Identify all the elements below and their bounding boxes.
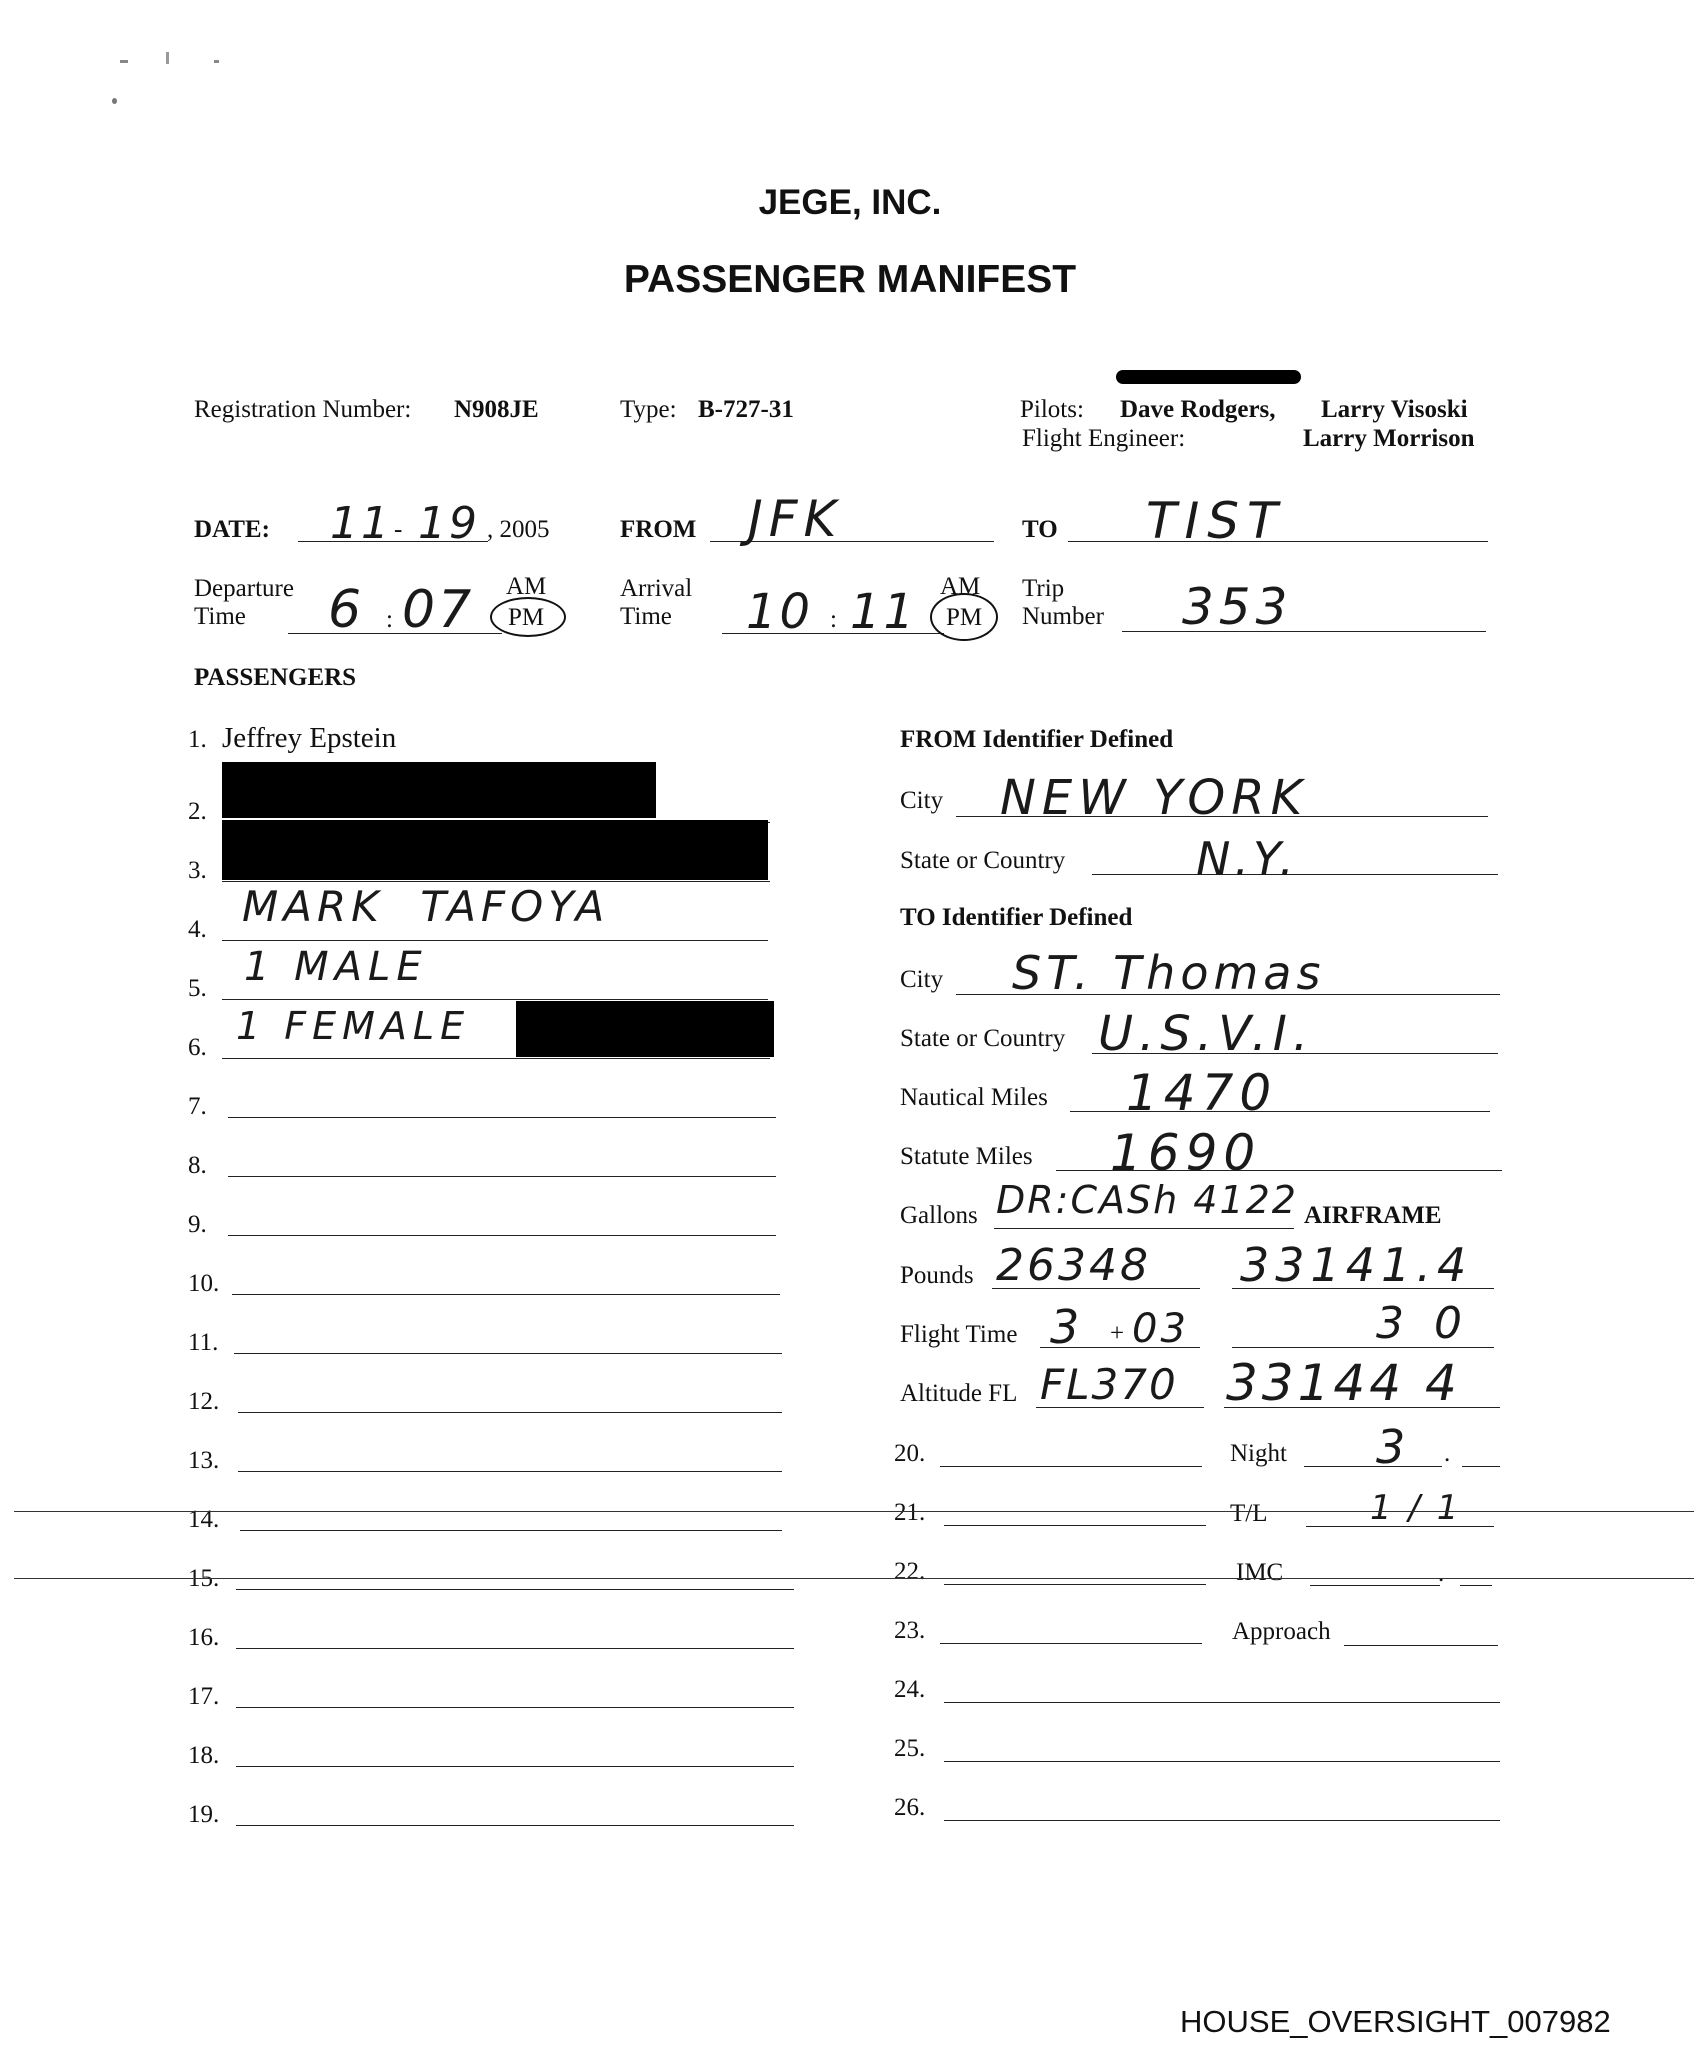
passenger-line xyxy=(222,940,768,941)
gallons-label: Gallons xyxy=(900,1202,978,1229)
arrival-am: AM xyxy=(940,573,981,600)
departure-minute: 07 xyxy=(402,580,475,640)
passenger-number: 3. xyxy=(188,857,207,884)
passenger-number: 15. xyxy=(188,1565,220,1592)
from-identifier-heading: FROM Identifier Defined xyxy=(900,726,1174,753)
departure-hour: 6 xyxy=(328,580,365,640)
arrival-pm: PM xyxy=(946,604,983,631)
to-value: TIST xyxy=(1146,492,1286,550)
flight-time-hours: 3 xyxy=(1050,1300,1083,1354)
airframe-value-1: 33141.4 xyxy=(1240,1238,1473,1292)
date-label: DATE: xyxy=(194,516,270,543)
passenger-5-name: 1 MALE xyxy=(244,944,428,990)
gallons-value: DR:CASh 4122 xyxy=(996,1178,1298,1222)
type-label: Type: xyxy=(620,396,677,423)
passenger-line xyxy=(236,1589,794,1590)
passenger-line xyxy=(940,1466,1202,1467)
date-month: 11 xyxy=(330,498,392,549)
arrival-hour: 10 xyxy=(746,584,814,640)
redaction-box xyxy=(516,1001,774,1057)
to-identifier-heading: TO Identifier Defined xyxy=(900,904,1133,931)
passenger-line xyxy=(944,1820,1500,1821)
registration-label: Registration Number: xyxy=(194,396,412,423)
passenger-number: 22. xyxy=(894,1558,926,1585)
departure-colon: : xyxy=(386,606,393,633)
from-label: FROM xyxy=(620,516,697,543)
passenger-6-name: 1 FEMALE xyxy=(236,1004,471,1048)
flight-time-label: Flight Time xyxy=(900,1321,1018,1348)
altitude-value: FL370 xyxy=(1040,1360,1178,1409)
passenger-line xyxy=(232,1294,780,1295)
trip-label-1: Trip xyxy=(1022,575,1065,602)
tl-value: 1 / 1 xyxy=(1370,1488,1462,1528)
gallons-line xyxy=(994,1228,1294,1229)
from-city-value: NEW YORK xyxy=(1000,770,1309,826)
approach-label: Approach xyxy=(1232,1618,1331,1645)
passenger-number: 16. xyxy=(188,1624,220,1651)
passenger-number: 12. xyxy=(188,1388,220,1415)
to-state-value: U.S.V.I. xyxy=(1098,1006,1315,1062)
redaction-box xyxy=(222,762,656,818)
date-day: 19 xyxy=(418,498,480,549)
passenger-number: 11. xyxy=(188,1329,219,1356)
passenger-number: 17. xyxy=(188,1683,220,1710)
scan-speck xyxy=(112,98,117,104)
approach-line xyxy=(1344,1645,1498,1646)
arrival-colon: : xyxy=(830,606,837,633)
passenger-line xyxy=(944,1584,1206,1585)
airframe-value-2: 3 0 xyxy=(1376,1298,1470,1349)
passenger-number: 5. xyxy=(188,975,207,1002)
trip-value: 353 xyxy=(1182,578,1293,636)
statute-miles-label: Statute Miles xyxy=(900,1143,1033,1170)
passenger-number: 24. xyxy=(894,1676,926,1703)
to-state-label: State or Country xyxy=(900,1025,1066,1052)
passenger-number: 7. xyxy=(188,1093,207,1120)
to-label: TO xyxy=(1022,516,1058,543)
night-dot: . xyxy=(1444,1440,1451,1467)
imc-line-2 xyxy=(1460,1585,1492,1586)
from-value: JFK xyxy=(748,490,843,548)
scan-speck xyxy=(166,52,169,64)
passenger-line xyxy=(236,1766,794,1767)
passenger-number: 20. xyxy=(894,1440,926,1467)
passenger-line xyxy=(222,999,768,1000)
strike-line-15 xyxy=(14,1578,1694,1579)
passenger-4-name: MARK TAFOYA xyxy=(242,882,610,931)
company-name: JEGE, INC. xyxy=(758,183,942,222)
trip-label-2: Number xyxy=(1022,603,1104,630)
passenger-line xyxy=(240,1530,782,1531)
passenger-number: 8. xyxy=(188,1152,207,1179)
nautical-miles-value: 1470 xyxy=(1126,1064,1278,1122)
date-separator: - xyxy=(394,516,403,543)
airframe-value-3: 33144 4 xyxy=(1226,1354,1461,1412)
passenger-number: 18. xyxy=(188,1742,220,1769)
pilots-label: Pilots: xyxy=(1020,396,1084,423)
from-state-label: State or Country xyxy=(900,847,1066,874)
passenger-line xyxy=(940,1643,1202,1644)
departure-label-1: Departure xyxy=(194,575,294,602)
passenger-number: 10. xyxy=(188,1270,220,1297)
passenger-number: 21. xyxy=(894,1499,926,1526)
departure-pm-circle xyxy=(490,597,566,637)
passenger-number: 23. xyxy=(894,1617,926,1644)
registration-value: N908JE xyxy=(454,396,539,423)
redaction-mark xyxy=(1116,370,1301,384)
passenger-number: 4. xyxy=(188,916,207,943)
altitude-label: Altitude FL xyxy=(900,1380,1018,1407)
strike-line-14 xyxy=(14,1511,1694,1512)
departure-label-2: Time xyxy=(194,603,246,630)
redaction-box xyxy=(222,820,768,880)
passenger-line xyxy=(228,1117,776,1118)
passenger-line xyxy=(238,1471,782,1472)
night-label: Night xyxy=(1230,1440,1287,1467)
engineer-label: Flight Engineer: xyxy=(1022,425,1186,452)
passenger-line xyxy=(236,1825,794,1826)
imc-dot: . xyxy=(1438,1560,1445,1587)
airframe-label: AIRFRAME xyxy=(1304,1202,1442,1229)
passenger-line xyxy=(236,1648,794,1649)
passengers-heading: PASSENGERS xyxy=(194,664,357,691)
departure-am: AM xyxy=(506,573,547,600)
arrival-minute: 11 xyxy=(850,584,918,640)
pilot-1: Dave Rodgers, xyxy=(1120,396,1276,423)
passenger-number: 13. xyxy=(188,1447,220,1474)
pilot-2: Larry Visoski xyxy=(1321,396,1468,423)
nautical-miles-label: Nautical Miles xyxy=(900,1084,1048,1111)
arrival-label-1: Arrival xyxy=(620,575,693,602)
passenger-line xyxy=(944,1525,1206,1526)
passenger-line xyxy=(228,1176,776,1177)
passenger-number: 1. xyxy=(188,726,207,753)
engineer-value: Larry Morrison xyxy=(1303,425,1475,452)
from-state-value: N.Y. xyxy=(1196,832,1298,886)
passenger-line xyxy=(236,1707,794,1708)
statute-miles-value: 1690 xyxy=(1110,1124,1262,1182)
to-city-label: City xyxy=(900,966,944,993)
passenger-number: 6. xyxy=(188,1034,207,1061)
passenger-number: 9. xyxy=(188,1211,207,1238)
passenger-number: 14. xyxy=(188,1506,220,1533)
pounds-label: Pounds xyxy=(900,1262,974,1289)
passenger-line xyxy=(944,1702,1500,1703)
bates-number: HOUSE_OVERSIGHT_007982 xyxy=(1180,2004,1611,2039)
passenger-number: 26. xyxy=(894,1794,926,1821)
imc-line xyxy=(1310,1585,1440,1586)
night-value: 3 xyxy=(1376,1420,1409,1474)
from-city-label: City xyxy=(900,787,944,814)
to-city-value: ST. Thomas xyxy=(1012,946,1326,1000)
passenger-number: 2. xyxy=(188,798,207,825)
document-title: PASSENGER MANIFEST xyxy=(623,258,1077,301)
passenger-line xyxy=(228,1235,776,1236)
night-line-2 xyxy=(1462,1466,1500,1467)
passenger-number: 25. xyxy=(894,1735,926,1762)
night-line xyxy=(1304,1466,1442,1467)
passenger-line xyxy=(222,1058,770,1059)
passenger-line xyxy=(944,1761,1500,1762)
type-value: B-727-31 xyxy=(698,396,794,423)
flight-time-minutes: 03 xyxy=(1132,1306,1189,1352)
date-year: , 2005 xyxy=(487,516,550,543)
pounds-value: 26348 xyxy=(996,1240,1151,1291)
scan-speck xyxy=(214,60,219,63)
flight-time-plus: + xyxy=(1110,1320,1125,1347)
passenger-number: 19. xyxy=(188,1801,220,1828)
tl-label: T/L xyxy=(1230,1500,1268,1527)
trip-line xyxy=(1122,631,1486,632)
passenger-1-name: Jeffrey Epstein xyxy=(222,722,397,754)
passenger-line xyxy=(234,1353,782,1354)
passenger-line xyxy=(238,1412,782,1413)
arrival-pm-circle xyxy=(930,593,998,641)
departure-pm: PM xyxy=(508,604,545,631)
imc-label: IMC xyxy=(1236,1559,1284,1586)
scan-speck xyxy=(120,60,128,63)
arrival-label-2: Time xyxy=(620,603,672,630)
